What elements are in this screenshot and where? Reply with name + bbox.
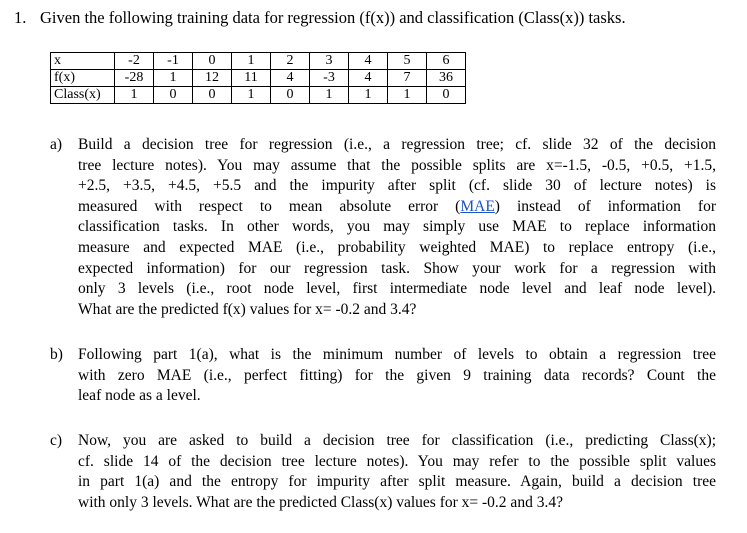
part-a-line: Build a decision tree for regression (i.e., a regression tree; cf. slide 32 of the decision <box>78 136 716 153</box>
table-row-label: Class(x) <box>51 87 115 104</box>
table-cell: 5 <box>388 53 427 70</box>
part-a-line: classification tasks. In other words, you may simply use MAE to replace information <box>78 218 716 236</box>
question-text: Given the following training data for regression (f(x)) and classification (Class(x)) tasks. <box>40 8 626 27</box>
table-row-label: f(x) <box>51 70 115 87</box>
table-cell: 36 <box>427 70 466 87</box>
question-heading <box>14 8 626 28</box>
table-row <box>51 70 466 87</box>
part-b-line: leaf node as a level. <box>78 387 201 405</box>
part-c-line: with only 3 levels. What are the predicted Class(x) values for x= -0.2 and 3.4? <box>78 493 563 511</box>
table-cell: 1 <box>388 87 427 104</box>
part-b-line: with zero MAE (i.e., perfect fitting) for the given 9 training data records? Count the <box>78 366 716 384</box>
table-cell: 1 <box>232 53 271 70</box>
table-cell: 4 <box>349 53 388 70</box>
part-c-body <box>78 431 716 513</box>
part-a-line-with-link <box>78 197 716 218</box>
part-a-line: +2.5, +3.5, +4.5, +5.5 and the impurity after split (cf. slide 30 of lecture notes) is <box>78 177 716 195</box>
part-b-body <box>78 345 716 407</box>
training-data-table <box>50 52 466 104</box>
table-cell: 0 <box>154 87 193 104</box>
part-a-body <box>78 135 716 320</box>
table-cell: -1 <box>154 53 193 70</box>
part-b <box>50 345 716 407</box>
part-a-line: What are the predicted f(x) values for x= -0.2 and 3.4? <box>78 300 417 318</box>
part-c-label: c) <box>50 432 63 449</box>
table-cell: 0 <box>193 53 232 70</box>
part-c-line: Now, you are asked to build a decision tree for classification (i.e., predicting Class(x); <box>78 432 716 449</box>
table-cell: 0 <box>193 87 232 104</box>
table-cell: 3 <box>310 53 349 70</box>
table-cell: 1 <box>310 87 349 104</box>
part-c-line: in part 1(a) and the entropy for impurity after split measure. Again, build a decision tree <box>78 473 716 491</box>
table-cell: 7 <box>388 70 427 87</box>
mae-link[interactable]: MAE <box>460 197 495 215</box>
table-cell: 1 <box>154 70 193 87</box>
table-cell: -2 <box>115 53 154 70</box>
part-a-line-prefix: measured with respect to mean absolute error ( <box>78 197 461 215</box>
table-cell: 4 <box>271 70 310 87</box>
part-a-line: measure and expected MAE (i.e., probability weighted MAE) to replace entropy (i.e., <box>78 238 716 256</box>
part-a-line-suffix: ) instead of information for <box>494 197 716 215</box>
part-a-line: only 3 levels (i.e., root node level, first intermediate node level and leaf node level). <box>78 280 716 298</box>
table-row <box>51 87 466 104</box>
part-a-line: tree lecture notes). You may assume that the possible splits are x=-1.5, -0.5, +0.5, +1.5, <box>78 156 716 174</box>
part-c-line: cf. slide 14 of the decision tree lecture notes). You may refer to the possible split values <box>78 452 716 470</box>
table-cell: 1 <box>115 87 154 104</box>
table-cell: 1 <box>232 87 271 104</box>
part-b-line: Following part 1(a), what is the minimum number of levels to obtain a regression tree <box>78 346 716 363</box>
table-cell: -28 <box>115 70 154 87</box>
part-a <box>50 135 716 320</box>
table-cell: 4 <box>349 70 388 87</box>
part-b-label: b) <box>50 346 63 363</box>
table-cell: 11 <box>232 70 271 87</box>
table-cell: 2 <box>271 53 310 70</box>
question-number: 1. <box>14 8 27 27</box>
table-row <box>51 53 466 70</box>
table-cell: 1 <box>349 87 388 104</box>
part-a-line: expected information) for our regression task. Show your work for a regression with <box>78 259 716 277</box>
table-cell: 0 <box>427 87 466 104</box>
table-cell: -3 <box>310 70 349 87</box>
part-c <box>50 431 716 513</box>
table-cell: 12 <box>193 70 232 87</box>
table-cell: 6 <box>427 53 466 70</box>
part-a-label: a) <box>50 136 63 153</box>
table-cell: 0 <box>271 87 310 104</box>
table-row-label: x <box>51 53 115 70</box>
